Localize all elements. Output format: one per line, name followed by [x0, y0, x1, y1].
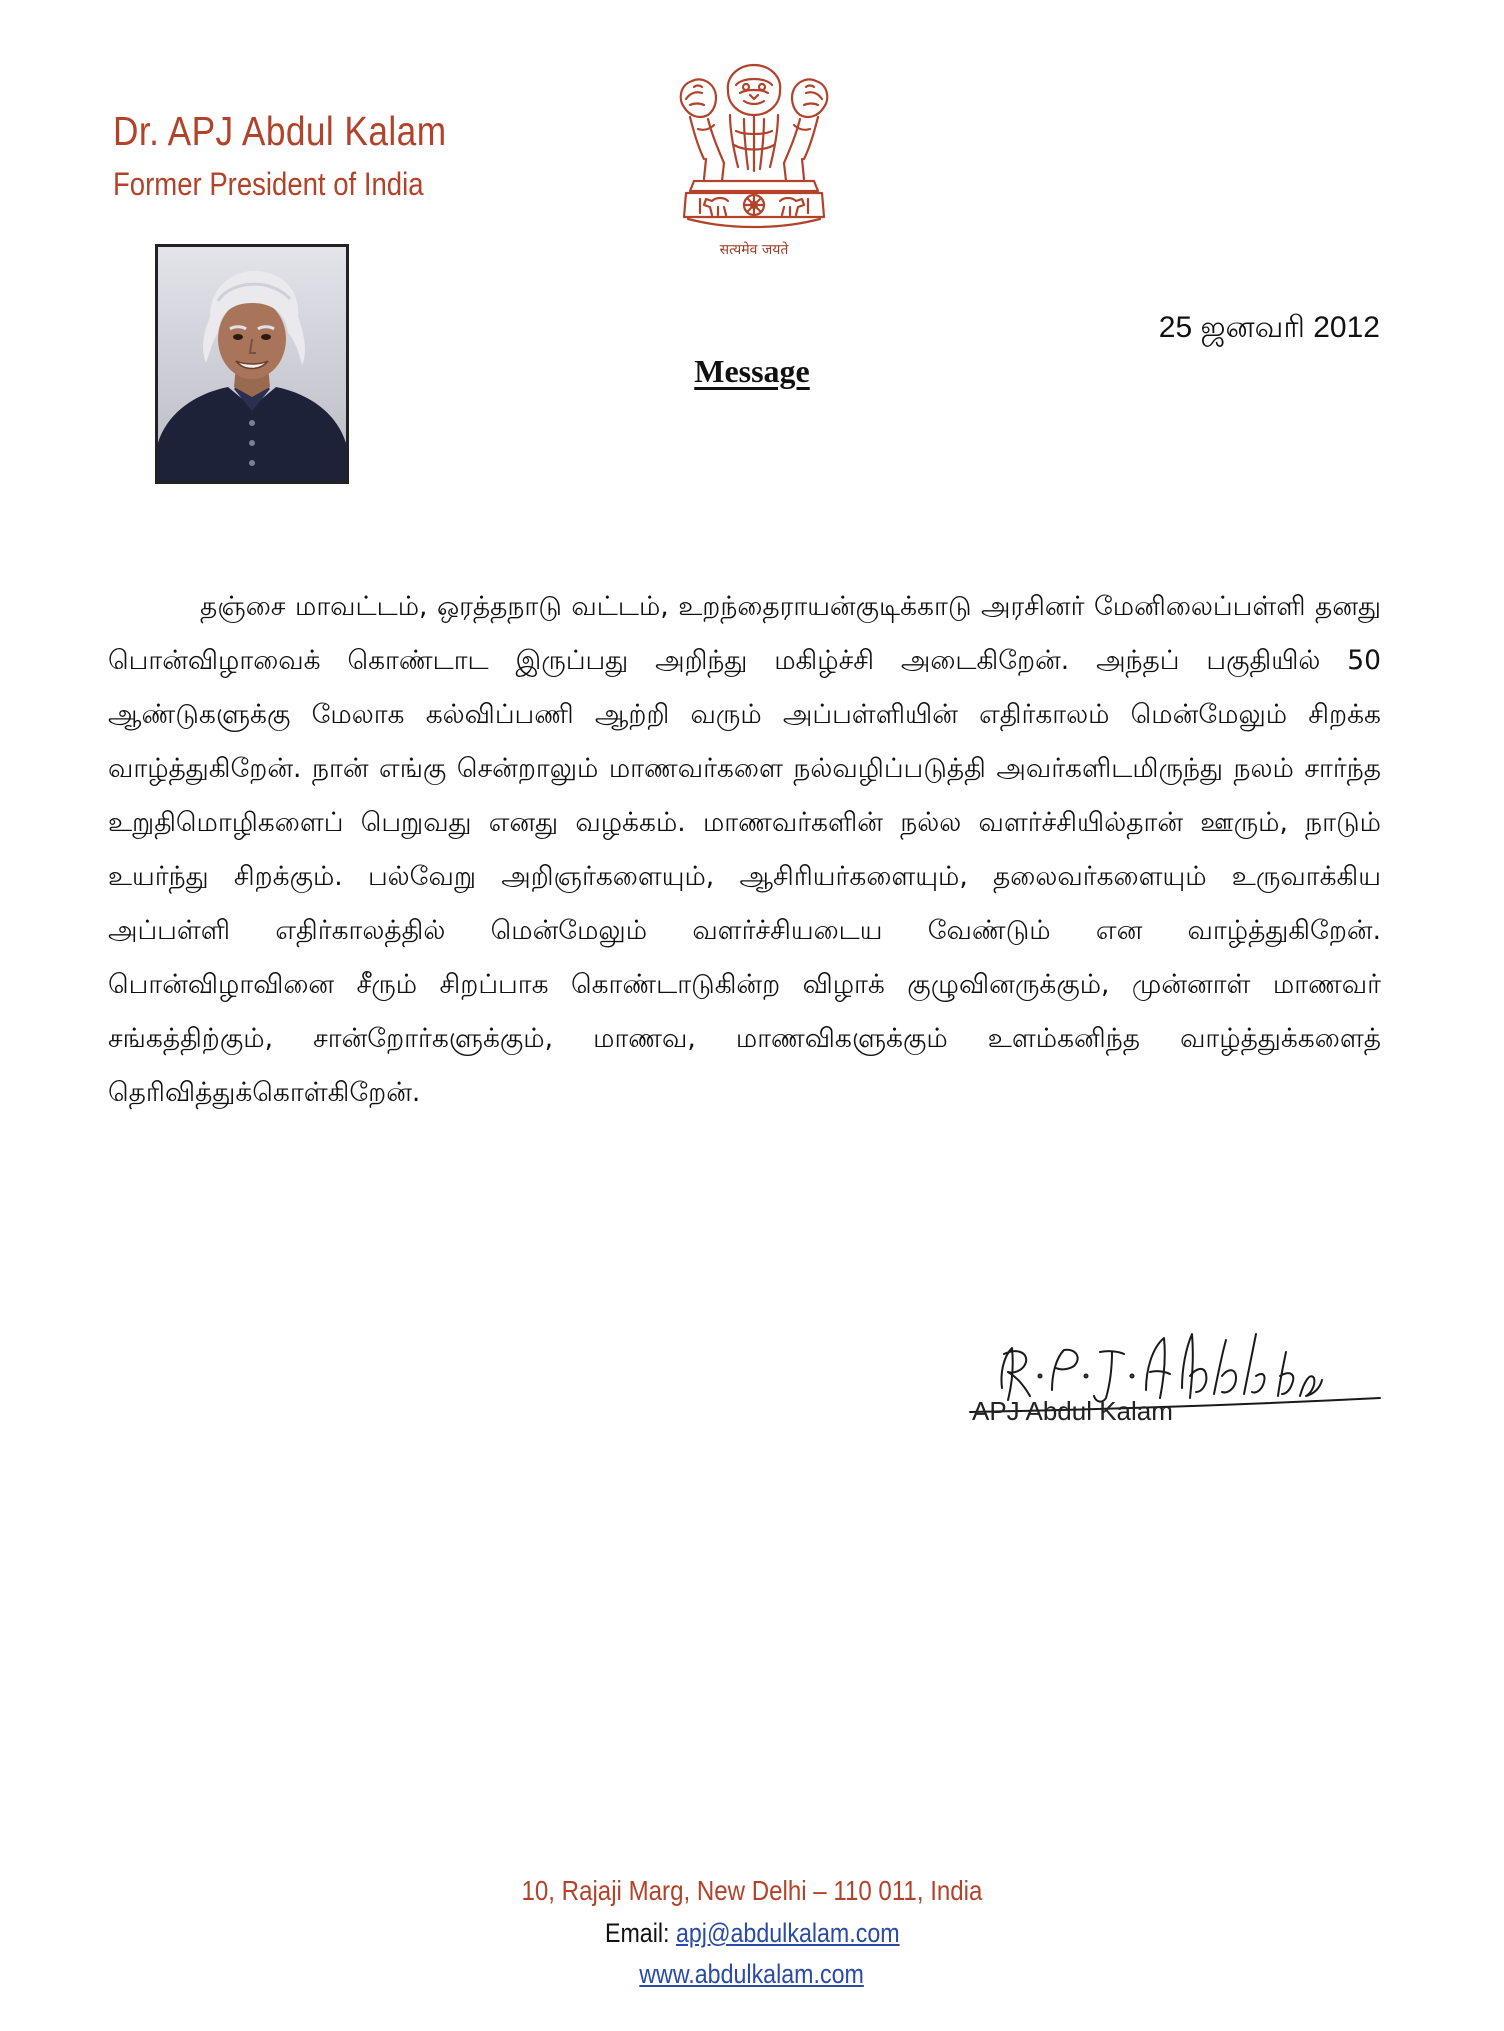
footer-email-label: Email:: [604, 1918, 670, 1948]
emblem-motto: सत्यमेव जयते: [719, 242, 789, 258]
footer-email-link[interactable]: apj@abdulkalam.com: [675, 1918, 900, 1948]
signatory-name: APJ Abdul Kalam: [972, 1396, 1173, 1426]
letter-date: 25 ஜனவரி 2012: [1158, 311, 1380, 344]
message-body: தஞ்சை மாவட்டம், ஒரத்தநாடு வட்டம், உறந்தைராயன்குடிக்காடு அரசினர் மேனிலைப்பள்ளி தனது பொன்விழாவைக் கொண்டாட இருப்பது அறிந்து மகிழ்ச்சி அடைகிறேன். அந்தப் பகுதியில் 50 ஆண்டுகளுக்கு மேலாக கல்விப்பணி ஆற்றி வரும் அப்பள்ளியின் எதிர்காலம் மென்மேலும் சிறக்க வாழ்த்துகிறேன். நான் எங்கு சென்றாலும் மாணவர்களை நல்வழிப்படுத்தி அவர்களிடமிருந்து நலம் சார்ந்த உறுதிமொழிகளைப் பெறுவது எனது வழக்கம். மாணவர்களின் நல்ல வளர்ச்சியில்தான் ஊரும், நாடும் உயர்ந்து சிறக்கும். பல்வேறு அறிஞர்களையும், ஆசிரியர்களையும், தலைவர்களையும் உருவாக்கிய அப்பள்ளி எதிர்காலத்தில் மென்மேலும் வளர்ச்சியடைய வேண்டும் என வாழ்த்துகிறேன். பொன்விழாவினை சீரும் சிறப்பாக கொண்டாடுகின்ற விழாக் குழுவினருக்கும், முன்னாள் மாணவர் சங்கத்திற்கும், சான்றோர்களுக்கும், மாணவ, மாணவிகளுக்கும் உளம்கனிந்த வாழ்த்துக்களைத் தெரிவித்துக்கொள்கிறேன்.: [108, 591, 1381, 1108]
national-emblem-icon: [664, 50, 844, 268]
footer-address: [0, 1875, 1504, 1907]
footer-email: [0, 1918, 1504, 1949]
footer-website-link[interactable]: www.abdulkalam.com: [639, 1959, 865, 1989]
footer-website: [0, 1959, 1504, 1990]
letterhead-name: Dr. APJ Abdul Kalam: [113, 108, 447, 154]
message-heading: Message: [694, 353, 810, 389]
footer-address-text: 10, Rajaji Marg, New Delhi – 110 011, India: [521, 1875, 983, 1906]
letterhead-title: Former President of India: [113, 166, 424, 202]
